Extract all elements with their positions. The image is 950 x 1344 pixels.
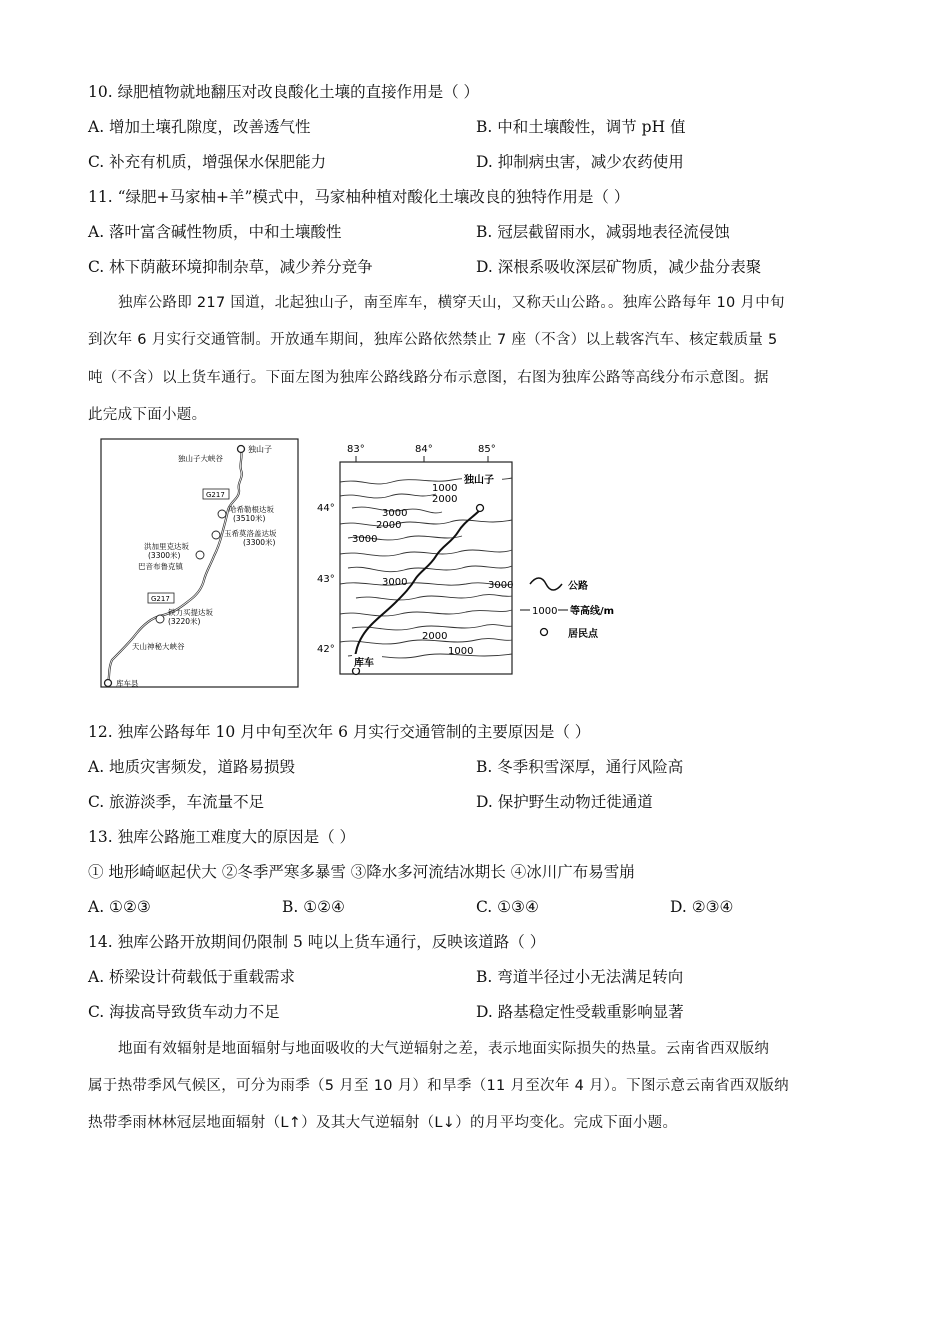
q10-stem: 10. 绿肥植物就地翻压对改良酸化土壤的直接作用是（ ） (88, 83, 480, 101)
q14-stem: 14. 独库公路开放期间仍限制 5 吨以上货车通行，反映该道路（ ） (88, 933, 546, 951)
lat-44-label: 44° (317, 503, 335, 514)
passage1-line3: 吨（不含）以上货车通行。下面左图为独库公路线路分布示意图，右图为独库公路等高线分布示意图。据 (88, 370, 769, 386)
lon-84-label: 84° (415, 444, 433, 455)
passage1-line2: 到次年 6 月实行交通管制。开放通车期间，独库公路依然禁止 7 座（不含）以上载客汽车、核定载质量 5 (88, 332, 778, 348)
contour-3000-c: 3000 (382, 577, 408, 588)
q11-option-b: B. 冠层截留雨水，减弱地表径流侵蚀 (476, 223, 730, 241)
q11-stem: 11. “绿肥+马家柚+羊”模式中，马家柚种植对酸化土壤改良的独特作用是（ ） (88, 188, 630, 206)
kuche-county-point (105, 680, 112, 687)
contour-2000-c: 2000 (422, 631, 448, 642)
pass-icon-2 (212, 531, 220, 539)
route-label-town: 巴音布鲁克镇 (138, 562, 183, 571)
contour-3000-a: 3000 (382, 508, 408, 519)
pass-icon-1 (218, 510, 226, 518)
contour-1000-b: 1000 (448, 646, 474, 657)
q14-option-c: C. 海拔高导致货车动力不足 (88, 1003, 280, 1021)
legend-contour-value: 1000 (532, 606, 558, 617)
route-label-pass1: 哈希勒根达坂 (229, 505, 274, 514)
q13-option-d: D. ②③④ (670, 898, 734, 916)
passage2-line3: 热带季雨林林冠层地面辐射（L↑）及其大气逆辐射（L↓）的月平均变化。完成下面小题。 (88, 1115, 678, 1131)
route-label-pass4-alt: (3220米) (168, 617, 201, 626)
pass-icon-3 (196, 551, 204, 559)
route-label-g217a: G217 (206, 491, 225, 499)
q10-option-c: C. 补充有机质，增强保水保肥能力 (88, 153, 327, 171)
q10-option-a: A. 增加土壤孔隙度，改善透气性 (88, 118, 311, 136)
contour-label-dushanzi: 独山子 (464, 475, 494, 486)
contour-label-kuche: 库车 (354, 658, 374, 669)
contour-3000-d: 3000 (488, 580, 514, 591)
lon-85-label: 85° (478, 444, 496, 455)
legend-settlement-icon (541, 629, 548, 636)
lat-43-label: 43° (317, 574, 335, 585)
q13-stem: 13. 独库公路施工难度大的原因是（ ） (88, 828, 356, 846)
route-label-pass2: 玉希莫洛盖达坂 (224, 529, 277, 538)
legend-contour-label: 等高线/m (570, 606, 615, 617)
q12-option-c: C. 旅游淡季，车流量不足 (88, 793, 265, 811)
route-label-pass3: 洪加里克达坂 (144, 542, 189, 551)
contour-3000-b: 3000 (352, 534, 378, 545)
q11-option-c: C. 林下荫蔽环境抑制杂草，减少养分竞争 (88, 258, 373, 276)
q10-option-d: D. 抑制病虫害，减少农药使用 (476, 153, 684, 171)
lon-83-label: 83° (347, 444, 365, 455)
q13-option-c: C. ①③④ (476, 898, 539, 916)
route-label-pass2-alt: (3300米) (243, 538, 276, 547)
q12-stem: 12. 独库公路每年 10 月中旬至次年 6 月实行交通管制的主要原因是（ ） (88, 723, 591, 741)
q13-items: ① 地形崎岖起伏大 ②冬季严寒多暴雪 ③降水多河流结冰期长 ④冰川广布易雪崩 (88, 863, 635, 881)
route-label-canyon1: 独山子大峡谷 (178, 454, 223, 463)
legend-road-icon (530, 578, 562, 590)
q10-option-b: B. 中和土壤酸性，调节 pH 值 (476, 118, 686, 136)
passage2-line1: 地面有效辐射是地面辐射与地面吸收的大气逆辐射之差，表示地面实际损失的热量。云南省西双版纳 (118, 1041, 770, 1057)
contour-map (312, 438, 642, 688)
q14-option-d: D. 路基稳定性受载重影响显著 (476, 1003, 684, 1021)
passage1-line1: 独库公路即 217 国道，北起独山子，南至库车，横穿天山，又称天山公路。。独库公路每年 10 月中旬 (118, 295, 785, 311)
q11-option-a: A. 落叶富含碱性物质，中和土壤酸性 (88, 223, 342, 241)
q11-option-d: D. 深根系吸收深层矿物质，减少盐分表聚 (476, 258, 762, 276)
route-map-frame (101, 439, 298, 687)
dushanzi-point (238, 446, 245, 453)
q12-option-b: B. 冬季积雪深厚，通行风险高 (476, 758, 684, 776)
q13-option-a: A. ①②③ (88, 898, 151, 916)
passage2-line2: 属于热带季风气候区，可分为雨季（5 月至 10 月）和旱季（11 月至次年 4 月）。下图示意云南省西双版纳 (88, 1078, 789, 1094)
route-label-pass4: 铁力买提达坂 (168, 608, 213, 617)
q14-option-b: B. 弯道半径过小无法满足转向 (476, 968, 684, 986)
route-label-dushanzi: 独山子 (248, 445, 272, 454)
contour-2000-b: 2000 (376, 520, 402, 531)
legend-settlement-label: 居民点 (568, 629, 598, 640)
route-label-kuche: 库车县 (116, 679, 139, 688)
legend-road-label: 公路 (568, 581, 588, 592)
q13-option-b: B. ①②④ (282, 898, 345, 916)
route-label-pass3-alt: (3300米) (148, 551, 181, 560)
contour-dushanzi-point (477, 505, 484, 512)
passage1-line4: 此完成下面小题。 (88, 407, 207, 423)
q12-option-a: A. 地质灾害频发，道路易损毁 (88, 758, 296, 776)
route-label-g217b: G217 (151, 595, 170, 603)
route-label-pass1-alt: (3510米) (233, 514, 266, 523)
pass-icon-4 (156, 615, 164, 623)
contour-1000-a: 1000 (432, 483, 458, 494)
q14-option-a: A. 桥梁设计荷载低于重载需求 (88, 968, 296, 986)
route-label-canyon2: 天山神秘大峡谷 (132, 642, 185, 651)
lat-42-label: 42° (317, 644, 335, 655)
route-map (100, 438, 300, 690)
q12-option-d: D. 保护野生动物迁徙通道 (476, 793, 653, 811)
contour-2000-a: 2000 (432, 494, 458, 505)
